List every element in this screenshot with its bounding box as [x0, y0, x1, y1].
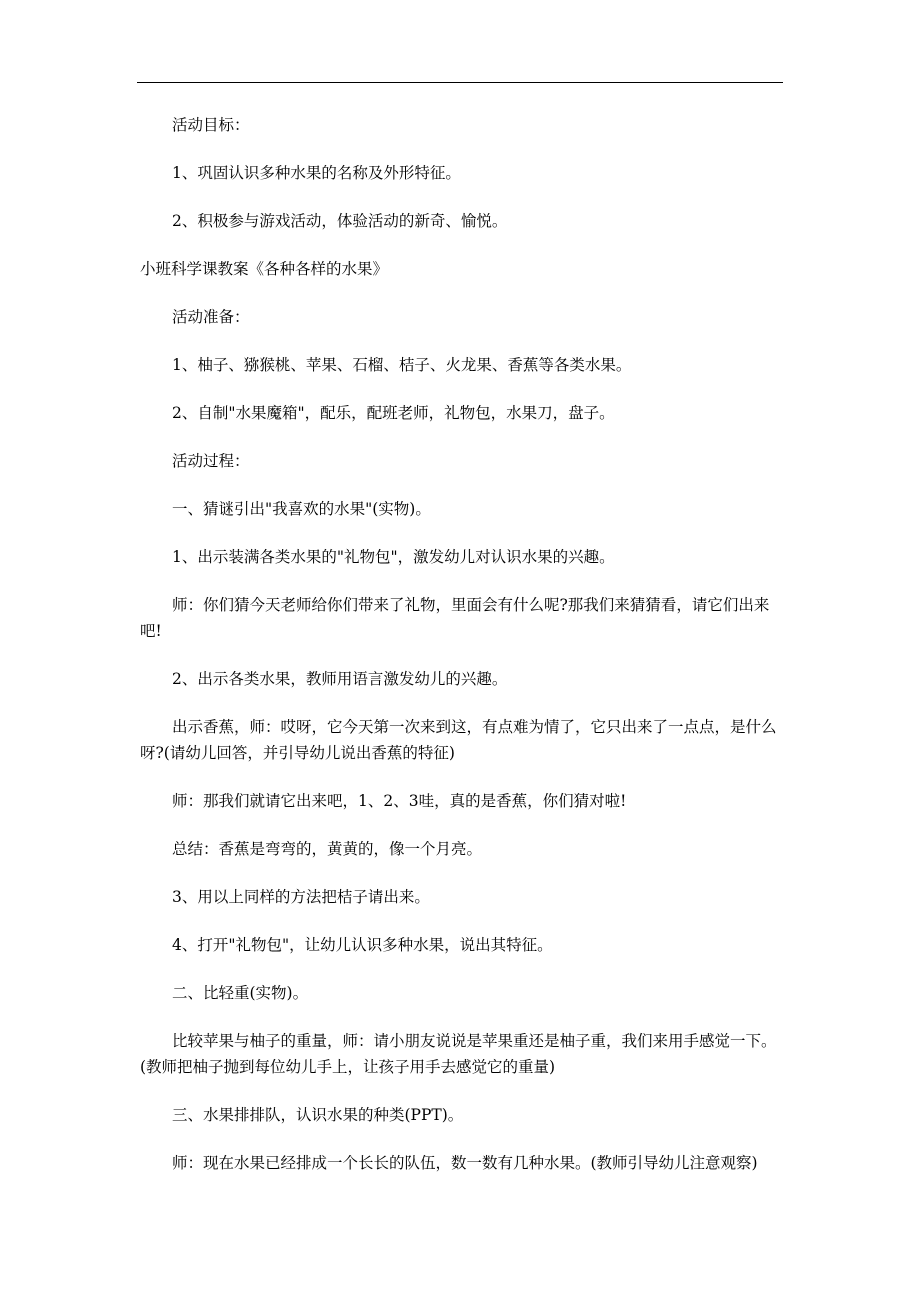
document-title: 小班科学课教案《各种各样的水果》 — [140, 260, 389, 278]
paragraph-step-1-3: 3、用以上同样的方法把桔子请出来。 — [172, 888, 430, 906]
paragraph-step-3: 三、水果排排队，认识水果的种类(PPT)。 — [172, 1106, 464, 1124]
paragraph-banana-intro: 出示香蕉，师：哎呀，它今天第一次来到这，有点难为情了，它只出来了一点点，是什么呀?(请幼儿回答，并引导幼儿说出香蕉的特征) — [140, 718, 777, 762]
paragraph-teacher-line-3: 师：现在水果已经排成一个长长的队伍，数一数有几种水果。(教师引导幼儿注意观察) — [172, 1154, 758, 1172]
header-rule — [137, 82, 783, 83]
paragraph-step-1-4: 4、打开"礼物包"，让幼儿认识多种水果，说出其特征。 — [172, 936, 553, 954]
paragraph-summary: 总结：香蕉是弯弯的，黄黄的，像一个月亮。 — [172, 840, 483, 858]
paragraph-prep-1: 1、柚子、猕猴桃、苹果、石榴、桔子、火龙果、香蕉等各类水果。 — [172, 356, 632, 374]
paragraph-process-heading: 活动过程： — [172, 452, 250, 470]
document-body — [140, 112, 785, 1198]
paragraph-prep-heading: 活动准备： — [172, 308, 250, 326]
paragraph-goals-heading: 活动目标： — [172, 116, 250, 134]
paragraph-prep-2: 2、自制"水果魔箱"，配乐，配班老师，礼物包，水果刀，盘子。 — [172, 404, 615, 422]
paragraph-teacher-line-1: 师：你们猜今天老师给你们带来了礼物，里面会有什么呢?那我们来猜猜看，请它们出来吧! — [140, 596, 770, 640]
paragraph-step-1-2: 2、出示各类水果，教师用语言激发幼儿的兴趣。 — [172, 670, 508, 688]
paragraph-teacher-line-2: 师：那我们就请它出来吧，1、2、3哇，真的是香蕉，你们猜对啦! — [172, 792, 627, 810]
paragraph-goal-2: 2、积极参与游戏活动，体验活动的新奇、愉悦。 — [172, 212, 508, 230]
paragraph-step-1: 一、猜谜引出"我喜欢的水果"(实物)。 — [172, 500, 431, 518]
paragraph-step-1-1: 1、出示装满各类水果的"礼物包"，激发幼儿对认识水果的兴趣。 — [172, 548, 615, 566]
paragraph-step-2: 二、比轻重(实物)。 — [172, 984, 309, 1002]
paragraph-weight-compare: 比较苹果与柚子的重量，师：请小朋友说说是苹果重还是柚子重，我们来用手感觉一下。(教师把柚子抛到每位幼儿手上，让孩子用手去感觉它的重量) — [140, 1032, 777, 1076]
paragraph-goal-1: 1、巩固认识多种水果的名称及外形特征。 — [172, 164, 461, 182]
